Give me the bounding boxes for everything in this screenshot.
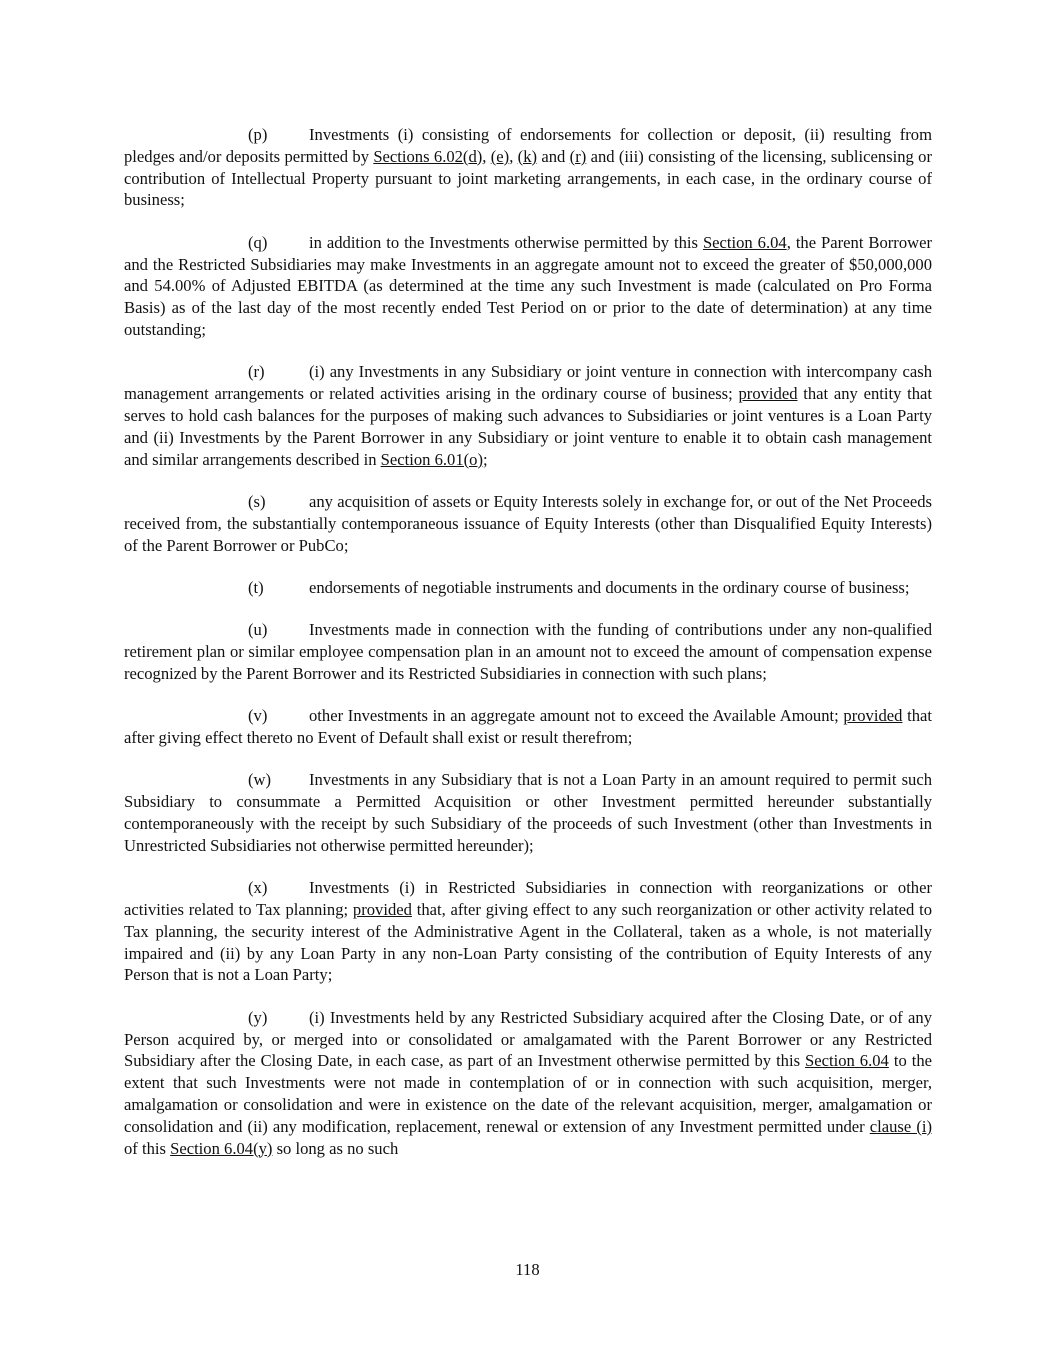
- paragraph-y: [124, 1007, 932, 1160]
- text-run: Investments made in connection with the funding of contributions under any non-qualified retirement plan or similar employee compensation plan in an amount not to exceed the amount of compensation expense recognized by the Parent Borrower and its Restricted Subsidiaries in connection with such plans;: [124, 620, 932, 683]
- text-run: so long as no such: [272, 1138, 399, 1158]
- text-run: in addition to the Investments otherwise permitted by this: [309, 232, 703, 252]
- text-run: that, after giving effect to any such reorganization or other activity related to Tax planning, the security interest of the Administrative Agent in the Collateral, taken as a whole, is not materially impaired and (ii) by any Loan Party in any non-Loan Party consisting of the contribution of Equity Interests of any Person that is not a Loan Party;: [124, 900, 932, 985]
- paragraph-v: [124, 705, 932, 749]
- paragraph-label: (q): [248, 232, 268, 252]
- section-reference: (e): [490, 146, 510, 166]
- text-run: Investments in any Subsidiary that is not a Loan Party in an amount required to permit such Subsidiary to consummate a Permitted Acquisition or other Investment permitted hereunder substantially contemporaneously with the receipt by such Subsidiary of the proceeds of such Investment (other than Investments in Unrestricted Subsidiaries not otherwise permitted hereunder);: [124, 770, 932, 855]
- text-run: of this: [124, 1138, 171, 1158]
- paragraph-label: (u): [248, 620, 268, 640]
- provided-term: provided: [738, 384, 798, 404]
- paragraph-label: (w): [248, 770, 272, 790]
- paragraph-label: (x): [248, 878, 268, 898]
- paragraph-q: [124, 232, 932, 341]
- text-run: ;: [482, 449, 488, 469]
- text-run: (i) any Investments in any Subsidiary or joint venture in connection with intercompany cash management arrangements or related activities arising in the ordinary course of business;: [124, 362, 932, 404]
- paragraph-label: (y): [248, 1007, 268, 1027]
- text-run: that any entity that serves to hold cash balances for the purposes of making such advances to Subsidiaries or joint ventures is a Loan Party and (ii) Investments by the Parent Borrower in any Subsidiary or joint venture to enable it to obtain cash management and similar arrangements described in: [124, 384, 932, 469]
- section-reference: (k): [517, 146, 538, 166]
- text-run: ,: [482, 146, 491, 166]
- text-run: and (iii) consisting of the licensing, sublicensing or contribution of Intellectual Property pursuant to joint marketing arrangements, in each case, in the ordinary course of business;: [124, 146, 932, 210]
- text-run: Investments (i) in Restricted Subsidiaries in connection with reorganizations or other activities related to Tax planning;: [124, 878, 932, 920]
- paragraph-t: [124, 577, 932, 599]
- paragraph-label: (t): [248, 577, 264, 597]
- provided-term: provided: [843, 706, 903, 726]
- text-run: , the Parent Borrower and the Restricted Subsidiaries may make Investments in an aggregate amount not to exceed the greater of $50,000,000 and 54.00% of Adjusted EBITDA (as determined at the time any such Investment is made (calculated on Pro Forma Basis) as of the last day of the most recently ended Test Period on or prior to the date of determination) at any time outstanding;: [124, 232, 932, 339]
- text-run: Investments (i) consisting of endorsements for collection or deposit, (ii) resulting from pledges and/or deposits permitted by: [124, 125, 932, 166]
- text-run: ,: [509, 146, 518, 166]
- text-run: and: [537, 146, 570, 166]
- text-run: endorsements of negotiable instruments and documents in the ordinary course of business;: [309, 577, 910, 597]
- paragraph-r: [124, 361, 932, 470]
- paragraph-label: (p): [248, 125, 268, 144]
- text-run: other Investments in an aggregate amount not to exceed the Available Amount;: [309, 706, 844, 726]
- text-run: that after giving effect thereto no Event of Default shall exist or result therefrom;: [124, 706, 933, 748]
- paragraph-label: (s): [248, 491, 266, 511]
- text-run: to the extent that such Investments were not made in contemplation of or in connection with such acquisition, merger, amalgamation or consolidation and were in existence on the date of the relevant acquisition, merger, amalgamation or consolidation and (ii) any modification, replacement, renewal or extension of any Investment permitted under: [124, 1051, 932, 1136]
- page-number: 118: [515, 1260, 540, 1279]
- paragraph-p: [124, 124, 932, 211]
- provided-term: provided: [352, 900, 412, 920]
- section-reference: Section 6.04(y): [170, 1138, 273, 1158]
- paragraph-x: [124, 877, 932, 986]
- section-reference: Section 6.01(o): [380, 449, 483, 469]
- section-reference: Section 6.04: [805, 1051, 889, 1071]
- section-reference: (r): [569, 146, 587, 166]
- paragraph-label: (v): [248, 706, 268, 726]
- document-body: [124, 124, 932, 1180]
- clause-reference: clause (i): [869, 1116, 932, 1136]
- paragraph-w: [124, 769, 932, 856]
- text-run: any acquisition of assets or Equity Interests solely in exchange for, or out of the Net Proceeds received from, the substantially contemporaneous issuance of Equity Interests (other than Disqualified Equity Interests) of the Parent Borrower or PubCo;: [124, 491, 932, 555]
- paragraph-s: [124, 491, 932, 556]
- paragraph-label: (r): [248, 362, 265, 382]
- section-reference: Sections 6.02(d): [373, 146, 483, 166]
- section-reference: Section 6.04: [702, 232, 787, 252]
- text-run: (i) Investments held by any Restricted Subsidiary acquired after the Closing Date, or of any Person acquired by, or merged into or consolidated or amalgamated with the Parent Borrower or any Restricted Subsidiary after the Closing Date, in each case, as part of an Investment otherwise permitted by this: [124, 1007, 932, 1071]
- paragraph-u: [124, 619, 932, 684]
